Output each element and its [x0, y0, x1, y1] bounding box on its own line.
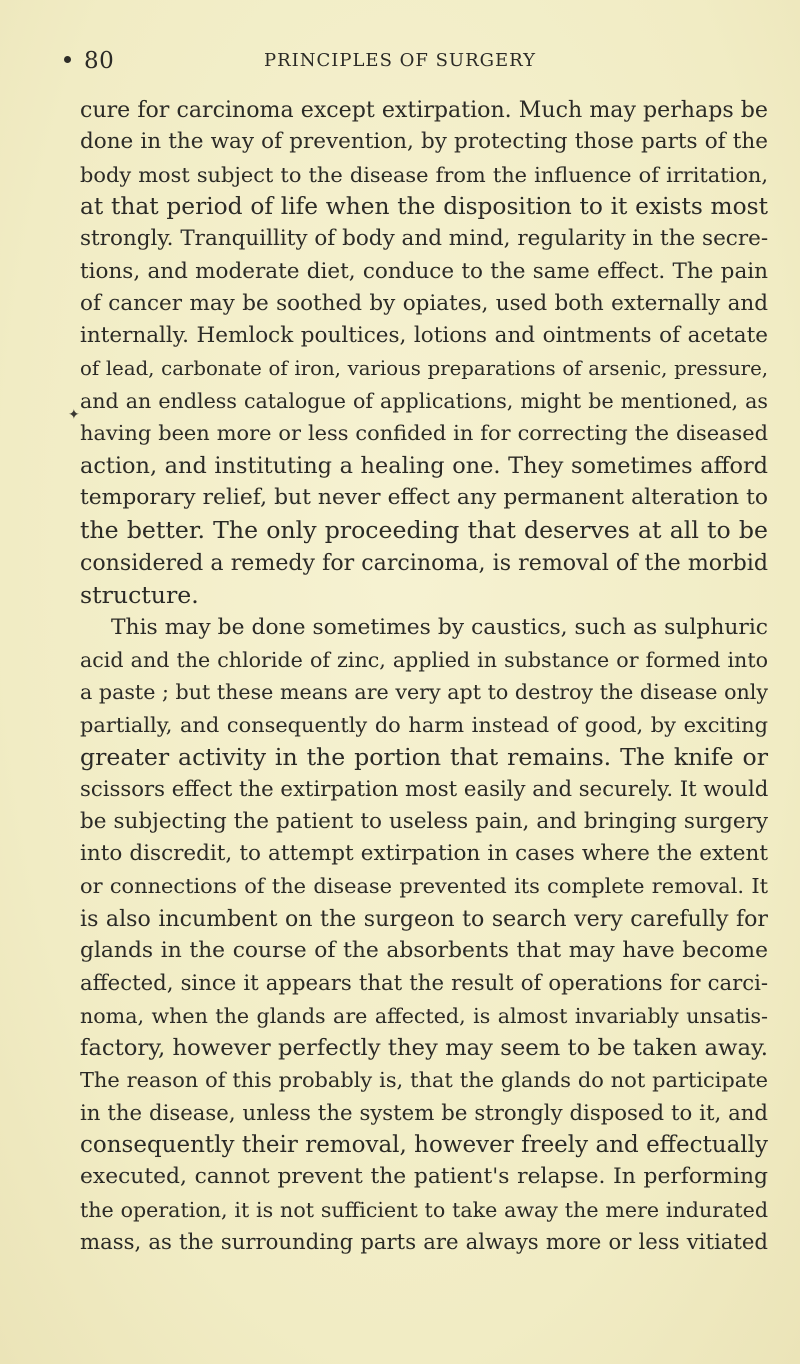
text-line: is also incumbent on the surgeon to search very carefully for [80, 905, 768, 932]
text-line: into discredit, to attempt extirpation in cases where the extent [80, 840, 768, 866]
text-line: considered a remedy for carcinoma, is removal of the morbid [80, 549, 768, 576]
text-line: This may be done sometimes by caustics, such as sulphuric [111, 614, 768, 640]
text-line: factory, however perfectly they may seem to be taken away. [80, 1034, 768, 1061]
text-line: cure for carcinoma except extirpation. Much may perhaps be [80, 97, 768, 123]
text-line: or connections of the disease prevented its complete removal. It [80, 874, 768, 899]
text-line: having been more or less confided in for correcting the diseased [80, 421, 768, 446]
text-line: temporary relief, but never effect any permanent alteration to [80, 485, 768, 511]
text-line: the operation, it is not sufficient to take away the mere indurated [80, 1197, 768, 1222]
text-line: of lead, carbonate of iron, various preparations of arsenic, pressure, [80, 356, 768, 380]
text-line: glands in the course of the absorbents that may have become [80, 937, 768, 963]
text-line: tions, and moderate diet, conduce to the same effect. The pain [80, 258, 768, 284]
text-line: greater activity in the portion that remains. The knife or [80, 742, 768, 771]
page-header [64, 48, 736, 78]
text-line: and an endless catalogue of applications, might be mentioned, as [80, 389, 768, 414]
text-line: consequently their removal, however freely and effectually [80, 1132, 768, 1158]
text-line: be subjecting the patient to useless pain, and bringing surgery [80, 808, 768, 834]
text-line: action, and instituting a healing one. They sometimes afford [80, 452, 768, 479]
text-line: strongly. Tranquillity of body and mind, regularity in the secre- [80, 226, 769, 252]
text-line: of cancer may be soothed by opiates, used both externally and [80, 291, 768, 317]
text-line: structure. [80, 581, 199, 610]
text-line: partially, and consequently do harm instead of good, by exciting [80, 712, 768, 737]
text-line: The reason of this probably is, that the glands do not participate [80, 1068, 768, 1093]
body-text [80, 94, 768, 1258]
text-line: executed, cannot prevent the patient's relapse. In performing [80, 1164, 768, 1190]
text-line: scissors effect the extirpation most easily and securely. It would [80, 776, 769, 802]
text-line: a paste ; but these means are very apt to destroy the disease only [80, 680, 768, 705]
paragraph [80, 94, 768, 612]
text-line: done in the way of prevention, by protecting those parts of the [80, 129, 768, 155]
text-line: body most subject to the disease from the influence of irritation, [80, 162, 768, 187]
text-line: the better. The only proceeding that deserves at all to be [80, 516, 768, 545]
text-line: mass, as the surrounding parts are always more or less vitiated [80, 1229, 768, 1255]
running-title: PRINCIPLES OF SURGERY [263, 50, 537, 71]
text-line: in the disease, unless the system be strongly disposed to it, and [80, 1099, 768, 1125]
page-number: 80 [84, 48, 115, 74]
margin-bullet-mark: ✦ [68, 407, 80, 423]
text-line: acid and the chloride of zinc, applied in substance or formed into [80, 647, 768, 672]
text-line: at that period of life when the disposition to it exists most [80, 193, 768, 221]
paragraph [80, 612, 768, 1259]
text-line: internally. Hemlock poultices, lotions and ointments of acetate [80, 323, 768, 349]
text-line: affected, since it appears that the result of operations for carci- [80, 970, 768, 996]
text-line: noma, when the glands are affected, is almost invariably unsatis- [80, 1003, 768, 1028]
